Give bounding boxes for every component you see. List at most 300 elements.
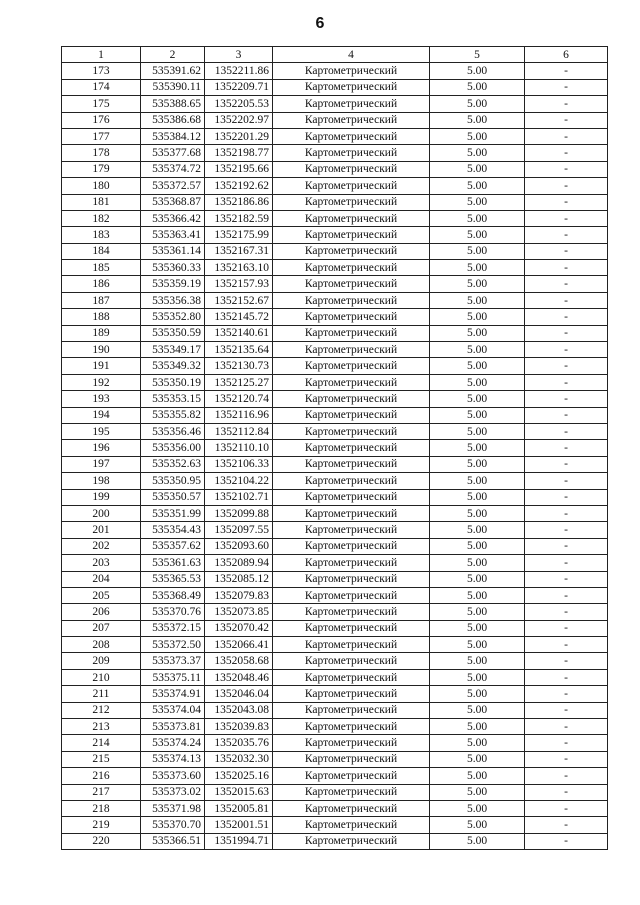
y-coordinate-cell: 1352025.16 (205, 768, 273, 784)
note-cell: - (525, 391, 608, 407)
method-cell: Картометрический (273, 571, 430, 587)
x-coordinate-cell: 535356.38 (141, 292, 205, 308)
table-row (62, 292, 608, 308)
x-coordinate-cell: 535374.13 (141, 751, 205, 767)
x-coordinate-cell: 535386.68 (141, 112, 205, 128)
note-cell: - (525, 669, 608, 685)
accuracy-cell: 5.00 (430, 210, 525, 226)
table-row (62, 637, 608, 653)
x-coordinate-cell: 535372.50 (141, 637, 205, 653)
y-coordinate-cell: 1352202.97 (205, 112, 273, 128)
point-number-cell: 174 (62, 79, 141, 95)
accuracy-cell: 5.00 (430, 440, 525, 456)
accuracy-cell: 5.00 (430, 833, 525, 849)
note-cell: - (525, 227, 608, 243)
method-cell: Картометрический (273, 161, 430, 177)
accuracy-cell: 5.00 (430, 407, 525, 423)
x-coordinate-cell: 535391.62 (141, 63, 205, 79)
note-cell: - (525, 79, 608, 95)
note-cell: - (525, 161, 608, 177)
note-cell: - (525, 342, 608, 358)
method-cell: Картометрический (273, 374, 430, 390)
x-coordinate-cell: 535371.98 (141, 800, 205, 816)
note-cell: - (525, 112, 608, 128)
y-coordinate-cell: 1352192.62 (205, 178, 273, 194)
point-number-cell: 215 (62, 751, 141, 767)
x-coordinate-cell: 535374.24 (141, 735, 205, 751)
table-row (62, 735, 608, 751)
point-number-cell: 214 (62, 735, 141, 751)
note-cell: - (525, 276, 608, 292)
x-coordinate-cell: 535374.72 (141, 161, 205, 177)
point-number-cell: 181 (62, 194, 141, 210)
accuracy-cell: 5.00 (430, 456, 525, 472)
table-row (62, 456, 608, 472)
accuracy-cell: 5.00 (430, 292, 525, 308)
point-number-cell: 213 (62, 719, 141, 735)
point-number-cell: 182 (62, 210, 141, 226)
method-cell: Картометрический (273, 325, 430, 341)
x-coordinate-cell: 535365.53 (141, 571, 205, 587)
y-coordinate-cell: 1351994.71 (205, 833, 273, 849)
table-row (62, 833, 608, 849)
method-cell: Картометрический (273, 391, 430, 407)
accuracy-cell: 5.00 (430, 391, 525, 407)
table-row (62, 145, 608, 161)
x-coordinate-cell: 535375.11 (141, 669, 205, 685)
note-cell: - (525, 374, 608, 390)
y-coordinate-cell: 1352152.67 (205, 292, 273, 308)
accuracy-cell: 5.00 (430, 342, 525, 358)
note-cell: - (525, 358, 608, 374)
table-row (62, 342, 608, 358)
note-cell: - (525, 96, 608, 112)
table-row (62, 63, 608, 79)
method-cell: Картометрический (273, 456, 430, 472)
accuracy-cell: 5.00 (430, 784, 525, 800)
x-coordinate-cell: 535354.43 (141, 522, 205, 538)
table-row (62, 489, 608, 505)
accuracy-cell: 5.00 (430, 505, 525, 521)
y-coordinate-cell: 1352032.30 (205, 751, 273, 767)
point-number-cell: 209 (62, 653, 141, 669)
note-cell: - (525, 817, 608, 833)
y-coordinate-cell: 1352058.68 (205, 653, 273, 669)
point-number-cell: 179 (62, 161, 141, 177)
table-row (62, 194, 608, 210)
note-cell: - (525, 325, 608, 341)
method-cell: Картометрический (273, 473, 430, 489)
note-cell: - (525, 735, 608, 751)
column-header-2: 2 (141, 47, 205, 63)
method-cell: Картометрический (273, 587, 430, 603)
note-cell: - (525, 702, 608, 718)
accuracy-cell: 5.00 (430, 374, 525, 390)
x-coordinate-cell: 535350.19 (141, 374, 205, 390)
point-number-cell: 219 (62, 817, 141, 833)
note-cell: - (525, 243, 608, 259)
y-coordinate-cell: 1352089.94 (205, 555, 273, 571)
point-number-cell: 208 (62, 637, 141, 653)
table-row (62, 161, 608, 177)
x-coordinate-cell: 535368.87 (141, 194, 205, 210)
table-header-row (62, 47, 608, 63)
y-coordinate-cell: 1352085.12 (205, 571, 273, 587)
method-cell: Картометрический (273, 604, 430, 620)
y-coordinate-cell: 1352035.76 (205, 735, 273, 751)
accuracy-cell: 5.00 (430, 800, 525, 816)
x-coordinate-cell: 535368.49 (141, 587, 205, 603)
accuracy-cell: 5.00 (430, 669, 525, 685)
method-cell: Картометрический (273, 260, 430, 276)
x-coordinate-cell: 535372.15 (141, 620, 205, 636)
y-coordinate-cell: 1352110.10 (205, 440, 273, 456)
accuracy-cell: 5.00 (430, 768, 525, 784)
accuracy-cell: 5.00 (430, 473, 525, 489)
point-number-cell: 207 (62, 620, 141, 636)
point-number-cell: 175 (62, 96, 141, 112)
note-cell: - (525, 833, 608, 849)
point-number-cell: 176 (62, 112, 141, 128)
accuracy-cell: 5.00 (430, 79, 525, 95)
x-coordinate-cell: 535350.57 (141, 489, 205, 505)
y-coordinate-cell: 1352140.61 (205, 325, 273, 341)
y-coordinate-cell: 1352104.22 (205, 473, 273, 489)
note-cell: - (525, 194, 608, 210)
point-number-cell: 203 (62, 555, 141, 571)
x-coordinate-cell: 535350.59 (141, 325, 205, 341)
x-coordinate-cell: 535366.51 (141, 833, 205, 849)
column-header-3: 3 (205, 47, 273, 63)
note-cell: - (525, 292, 608, 308)
y-coordinate-cell: 1352039.83 (205, 719, 273, 735)
accuracy-cell: 5.00 (430, 423, 525, 439)
note-cell: - (525, 423, 608, 439)
table-row (62, 407, 608, 423)
note-cell: - (525, 210, 608, 226)
accuracy-cell: 5.00 (430, 571, 525, 587)
method-cell: Картометрический (273, 555, 430, 571)
y-coordinate-cell: 1352099.88 (205, 505, 273, 521)
accuracy-cell: 5.00 (430, 604, 525, 620)
x-coordinate-cell: 535374.04 (141, 702, 205, 718)
y-coordinate-cell: 1352048.46 (205, 669, 273, 685)
method-cell: Картометрический (273, 489, 430, 505)
table-row (62, 555, 608, 571)
note-cell: - (525, 538, 608, 554)
point-number-cell: 191 (62, 358, 141, 374)
y-coordinate-cell: 1352198.77 (205, 145, 273, 161)
table-row (62, 96, 608, 112)
x-coordinate-cell: 535350.95 (141, 473, 205, 489)
method-cell: Картометрический (273, 276, 430, 292)
y-coordinate-cell: 1352079.83 (205, 587, 273, 603)
point-number-cell: 196 (62, 440, 141, 456)
method-cell: Картометрический (273, 243, 430, 259)
table-row (62, 178, 608, 194)
note-cell: - (525, 178, 608, 194)
method-cell: Картометрический (273, 342, 430, 358)
method-cell: Картометрический (273, 112, 430, 128)
note-cell: - (525, 473, 608, 489)
x-coordinate-cell: 535372.57 (141, 178, 205, 194)
y-coordinate-cell: 1352195.66 (205, 161, 273, 177)
point-number-cell: 189 (62, 325, 141, 341)
method-cell: Картометрический (273, 194, 430, 210)
note-cell: - (525, 571, 608, 587)
table-row (62, 325, 608, 341)
note-cell: - (525, 751, 608, 767)
method-cell: Картометрический (273, 79, 430, 95)
note-cell: - (525, 456, 608, 472)
point-number-cell: 194 (62, 407, 141, 423)
accuracy-cell: 5.00 (430, 735, 525, 751)
x-coordinate-cell: 535356.00 (141, 440, 205, 456)
note-cell: - (525, 686, 608, 702)
note-cell: - (525, 407, 608, 423)
point-number-cell: 185 (62, 260, 141, 276)
x-coordinate-cell: 535373.37 (141, 653, 205, 669)
note-cell: - (525, 555, 608, 571)
accuracy-cell: 5.00 (430, 637, 525, 653)
method-cell: Картометрический (273, 800, 430, 816)
x-coordinate-cell: 535384.12 (141, 128, 205, 144)
note-cell: - (525, 604, 608, 620)
point-number-cell: 212 (62, 702, 141, 718)
x-coordinate-cell: 535374.91 (141, 686, 205, 702)
accuracy-cell: 5.00 (430, 620, 525, 636)
method-cell: Картометрический (273, 128, 430, 144)
accuracy-cell: 5.00 (430, 358, 525, 374)
point-number-cell: 201 (62, 522, 141, 538)
accuracy-cell: 5.00 (430, 276, 525, 292)
method-cell: Картометрический (273, 407, 430, 423)
table-row (62, 669, 608, 685)
point-number-cell: 197 (62, 456, 141, 472)
note-cell: - (525, 784, 608, 800)
note-cell: - (525, 505, 608, 521)
x-coordinate-cell: 535361.14 (141, 243, 205, 259)
y-coordinate-cell: 1352211.86 (205, 63, 273, 79)
y-coordinate-cell: 1352066.41 (205, 637, 273, 653)
method-cell: Картометрический (273, 620, 430, 636)
note-cell: - (525, 637, 608, 653)
x-coordinate-cell: 535352.80 (141, 309, 205, 325)
accuracy-cell: 5.00 (430, 686, 525, 702)
x-coordinate-cell: 535373.02 (141, 784, 205, 800)
x-coordinate-cell: 535353.15 (141, 391, 205, 407)
table-row (62, 538, 608, 554)
accuracy-cell: 5.00 (430, 587, 525, 603)
x-coordinate-cell: 535390.11 (141, 79, 205, 95)
method-cell: Картометрический (273, 686, 430, 702)
x-coordinate-cell: 535349.32 (141, 358, 205, 374)
accuracy-cell: 5.00 (430, 555, 525, 571)
x-coordinate-cell: 535355.82 (141, 407, 205, 423)
accuracy-cell: 5.00 (430, 96, 525, 112)
x-coordinate-cell: 535360.33 (141, 260, 205, 276)
point-number-cell: 216 (62, 768, 141, 784)
table-row (62, 79, 608, 95)
point-number-cell: 200 (62, 505, 141, 521)
y-coordinate-cell: 1352130.73 (205, 358, 273, 374)
table-row (62, 522, 608, 538)
column-header-1: 1 (62, 47, 141, 63)
table-row (62, 423, 608, 439)
table-row (62, 653, 608, 669)
note-cell: - (525, 309, 608, 325)
accuracy-cell: 5.00 (430, 161, 525, 177)
x-coordinate-cell: 535356.46 (141, 423, 205, 439)
note-cell: - (525, 800, 608, 816)
method-cell: Картометрический (273, 210, 430, 226)
table-row (62, 800, 608, 816)
point-number-cell: 217 (62, 784, 141, 800)
table-row (62, 719, 608, 735)
point-number-cell: 177 (62, 128, 141, 144)
method-cell: Картометрический (273, 669, 430, 685)
point-number-cell: 173 (62, 63, 141, 79)
method-cell: Картометрический (273, 309, 430, 325)
point-number-cell: 192 (62, 374, 141, 390)
method-cell: Картометрический (273, 751, 430, 767)
point-number-cell: 204 (62, 571, 141, 587)
method-cell: Картометрический (273, 522, 430, 538)
y-coordinate-cell: 1352043.08 (205, 702, 273, 718)
table-row (62, 112, 608, 128)
table-row (62, 243, 608, 259)
point-number-cell: 210 (62, 669, 141, 685)
point-number-cell: 198 (62, 473, 141, 489)
point-number-cell: 202 (62, 538, 141, 554)
x-coordinate-cell: 535349.17 (141, 342, 205, 358)
x-coordinate-cell: 535363.41 (141, 227, 205, 243)
y-coordinate-cell: 1352046.04 (205, 686, 273, 702)
table-row (62, 620, 608, 636)
table-row (62, 210, 608, 226)
y-coordinate-cell: 1352167.31 (205, 243, 273, 259)
table-row (62, 391, 608, 407)
y-coordinate-cell: 1352097.55 (205, 522, 273, 538)
x-coordinate-cell: 535377.68 (141, 145, 205, 161)
table-row (62, 604, 608, 620)
method-cell: Картометрический (273, 63, 430, 79)
column-header-6: 6 (525, 47, 608, 63)
y-coordinate-cell: 1352005.81 (205, 800, 273, 816)
note-cell: - (525, 145, 608, 161)
y-coordinate-cell: 1352209.71 (205, 79, 273, 95)
accuracy-cell: 5.00 (430, 227, 525, 243)
column-header-5: 5 (430, 47, 525, 63)
accuracy-cell: 5.00 (430, 751, 525, 767)
accuracy-cell: 5.00 (430, 194, 525, 210)
note-cell: - (525, 653, 608, 669)
point-number-cell: 205 (62, 587, 141, 603)
accuracy-cell: 5.00 (430, 719, 525, 735)
point-number-cell: 218 (62, 800, 141, 816)
point-number-cell: 186 (62, 276, 141, 292)
x-coordinate-cell: 535361.63 (141, 555, 205, 571)
accuracy-cell: 5.00 (430, 653, 525, 669)
table-row (62, 358, 608, 374)
accuracy-cell: 5.00 (430, 702, 525, 718)
method-cell: Картометрический (273, 423, 430, 439)
table-row (62, 571, 608, 587)
point-number-cell: 187 (62, 292, 141, 308)
accuracy-cell: 5.00 (430, 522, 525, 538)
y-coordinate-cell: 1352175.99 (205, 227, 273, 243)
coordinates-table (61, 46, 608, 850)
point-number-cell: 184 (62, 243, 141, 259)
y-coordinate-cell: 1352163.10 (205, 260, 273, 276)
y-coordinate-cell: 1352116.96 (205, 407, 273, 423)
point-number-cell: 195 (62, 423, 141, 439)
note-cell: - (525, 489, 608, 505)
table-row (62, 768, 608, 784)
y-coordinate-cell: 1352112.84 (205, 423, 273, 439)
method-cell: Картометрический (273, 538, 430, 554)
table-row (62, 260, 608, 276)
method-cell: Картометрический (273, 784, 430, 800)
accuracy-cell: 5.00 (430, 145, 525, 161)
method-cell: Картометрический (273, 96, 430, 112)
note-cell: - (525, 620, 608, 636)
column-header-4: 4 (273, 47, 430, 63)
method-cell: Картометрический (273, 178, 430, 194)
method-cell: Картометрический (273, 505, 430, 521)
x-coordinate-cell: 535352.63 (141, 456, 205, 472)
accuracy-cell: 5.00 (430, 178, 525, 194)
method-cell: Картометрический (273, 833, 430, 849)
table-row (62, 309, 608, 325)
x-coordinate-cell: 535359.19 (141, 276, 205, 292)
x-coordinate-cell: 535366.42 (141, 210, 205, 226)
method-cell: Картометрический (273, 145, 430, 161)
note-cell: - (525, 63, 608, 79)
method-cell: Картометрический (273, 227, 430, 243)
accuracy-cell: 5.00 (430, 243, 525, 259)
y-coordinate-cell: 1352070.42 (205, 620, 273, 636)
accuracy-cell: 5.00 (430, 112, 525, 128)
y-coordinate-cell: 1352157.93 (205, 276, 273, 292)
point-number-cell: 193 (62, 391, 141, 407)
accuracy-cell: 5.00 (430, 538, 525, 554)
x-coordinate-cell: 535370.76 (141, 604, 205, 620)
table-body (62, 63, 608, 850)
x-coordinate-cell: 535373.60 (141, 768, 205, 784)
accuracy-cell: 5.00 (430, 128, 525, 144)
method-cell: Картометрический (273, 653, 430, 669)
note-cell: - (525, 260, 608, 276)
table-row (62, 702, 608, 718)
note-cell: - (525, 128, 608, 144)
point-number-cell: 180 (62, 178, 141, 194)
y-coordinate-cell: 1352001.51 (205, 817, 273, 833)
x-coordinate-cell: 535388.65 (141, 96, 205, 112)
method-cell: Картометрический (273, 637, 430, 653)
y-coordinate-cell: 1352145.72 (205, 309, 273, 325)
point-number-cell: 183 (62, 227, 141, 243)
y-coordinate-cell: 1352186.86 (205, 194, 273, 210)
y-coordinate-cell: 1352093.60 (205, 538, 273, 554)
table-row (62, 374, 608, 390)
table-row (62, 505, 608, 521)
point-number-cell: 206 (62, 604, 141, 620)
note-cell: - (525, 587, 608, 603)
note-cell: - (525, 768, 608, 784)
y-coordinate-cell: 1352015.63 (205, 784, 273, 800)
accuracy-cell: 5.00 (430, 63, 525, 79)
